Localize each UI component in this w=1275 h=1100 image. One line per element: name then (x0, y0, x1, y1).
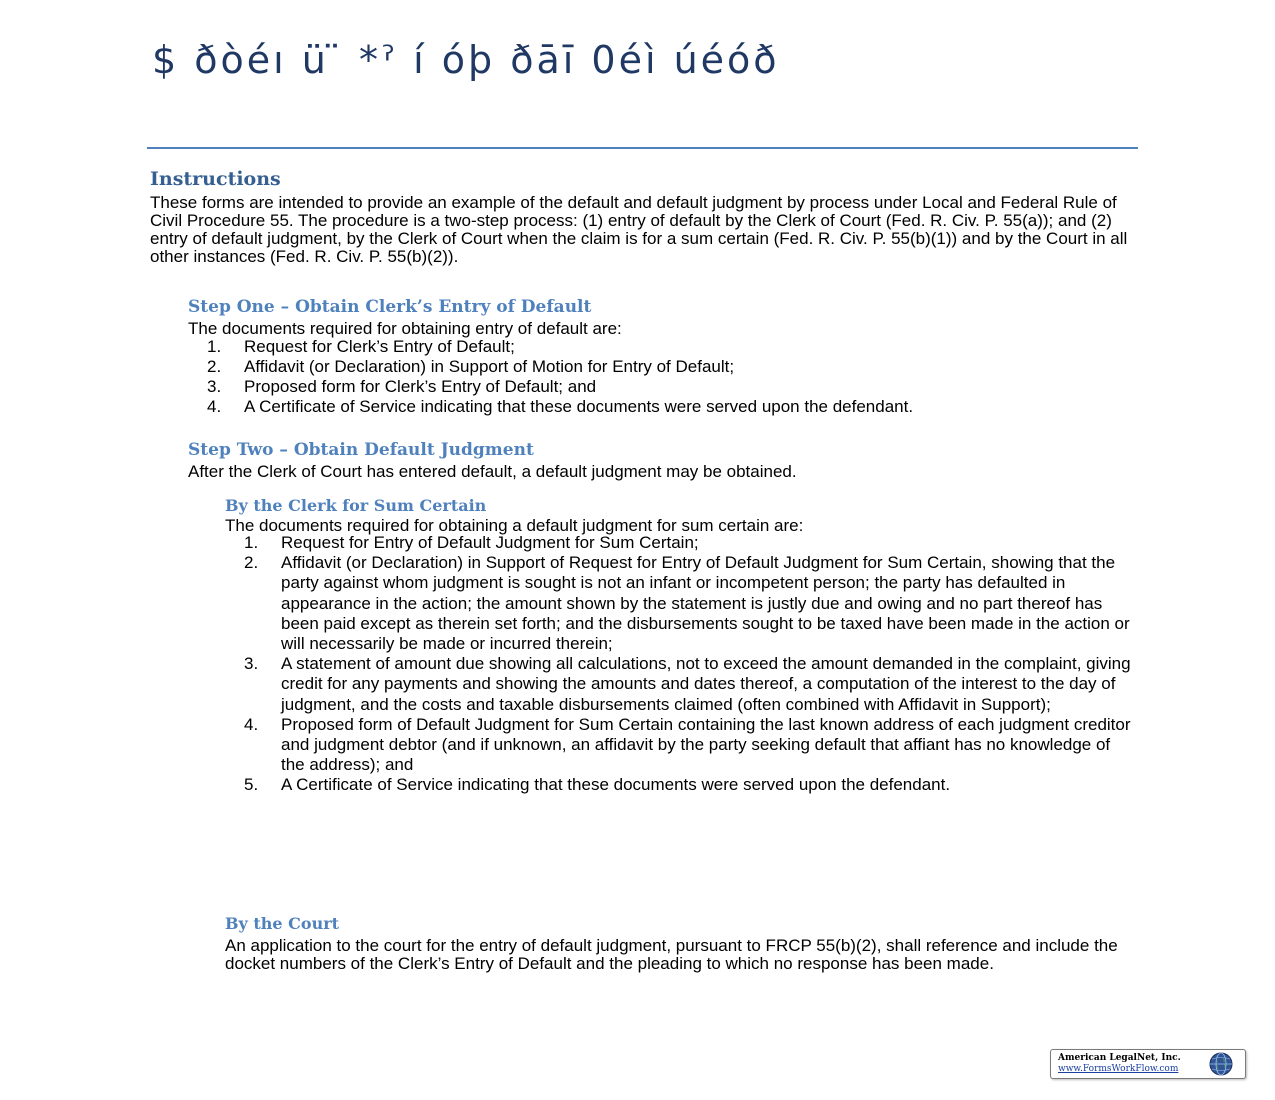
list-text: A Certificate of Service indicating that these documents were served upon the defendant. (281, 775, 951, 795)
list-text: A Certificate of Service indicating that these documents were served upon the defendant. (244, 397, 914, 416)
list-item (225, 715, 1137, 776)
list-number: 3. (244, 654, 259, 674)
document-title: $ ðòéı ü ̈ *ˀ í óþ ðāī 0éì úéóð (152, 38, 780, 82)
list-number: 2. (207, 357, 222, 376)
list-text: Affidavit (or Declaration) in Support of Motion for Entry of Default; (244, 357, 735, 376)
by-court-heading: By the Court (225, 914, 340, 933)
globe-icon (1209, 1052, 1233, 1076)
list-number: 2. (244, 553, 259, 573)
list-number: 4. (244, 714, 259, 734)
title-divider (147, 147, 1138, 149)
footer-logo[interactable] (1050, 1049, 1246, 1079)
list-item (225, 533, 1137, 553)
step-one-list (188, 337, 1058, 417)
list-text: Request for Clerk’s Entry of Default; (244, 337, 515, 356)
list-item (225, 553, 1137, 654)
step-two-intro: After the Clerk of Court has entered default, a default judgment may be obtained. (188, 462, 797, 481)
list-number: 1. (244, 533, 259, 552)
list-item (188, 377, 1058, 397)
by-clerk-heading: By the Clerk for Sum Certain (225, 496, 487, 515)
list-item (188, 357, 1058, 377)
step-two-heading: Step Two – Obtain Default Judgment (188, 440, 534, 460)
list-item (225, 775, 1137, 795)
intro-paragraph: These forms are intended to provide an example of the default and default judgment by process under Local and Federal Rule of Civil Procedure 55. The procedure is a two-step process: (1) entry of default by the Clerk of Court (Fed. R. Civ. P. 55(a)); and (2) entry of default judgment, by the Clerk of Court when the claim is for a sum certain (Fed. R. Civ. P. 55(b)(1)) and by the Court in all other instances (Fed. R. Civ. P. 55(b)(2)). (150, 193, 1128, 266)
list-number: 4. (207, 397, 222, 416)
list-number: 3. (207, 377, 222, 396)
list-number: 1. (207, 337, 222, 356)
list-text: Request for Entry of Default Judgment for Sum Certain; (281, 533, 699, 552)
list-item (188, 397, 1058, 417)
by-clerk-intro: The documents required for obtaining a default judgment for sum certain are: (225, 516, 804, 535)
list-number: 5. (244, 775, 259, 795)
logo-company-name: American LegalNet, Inc. (1058, 1053, 1181, 1063)
list-text: Affidavit (or Declaration) in Support of Request for Entry of Default Judgment for Sum Certain, showing that the party against whom judgment is sought is not an infant or incompetent person; the party has defaulted in appearance in the action; the amount shown by the statement is justly due and owing and no part thereof has been paid except as therein set forth; and the disbursements sought to be taxed have been made in the action or will necessarily be made or incurred therein; (281, 553, 1130, 654)
step-one-intro: The documents required for obtaining entry of default are: (188, 319, 622, 338)
list-text: A statement of amount due showing all calculations, not to exceed the amount demanded in the complaint, giving credit for any payments and showing the amounts and dates thereof, a computation of the interest to the day of judgment, and the costs and taxable disbursements claimed (often combined with Affidavit in Support); (281, 654, 1131, 714)
list-item (188, 337, 1058, 357)
instructions-heading: Instructions (150, 168, 281, 190)
by-court-paragraph: An application to the court for the entry of default judgment, pursuant to FRCP 55(b)(2), shall reference and include the docket numbers of the Clerk’s Entry of Default and the pleading to which no response has been made. (225, 936, 1118, 973)
list-text: Proposed form of Default Judgment for Sum Certain containing the last known address of each judgment creditor and judgment debtor (and if unknown, an affidavit by the party seeking default that affiant has no knowledge of the address); and (281, 714, 1131, 775)
list-text: Proposed form for Clerk’s Entry of Default; and (244, 377, 597, 396)
by-clerk-list (225, 533, 1137, 796)
logo-url-link[interactable]: www.FormsWorkFlow.com (1058, 1064, 1179, 1074)
list-item (225, 654, 1137, 715)
step-one-heading: Step One – Obtain Clerk’s Entry of Default (188, 297, 592, 317)
